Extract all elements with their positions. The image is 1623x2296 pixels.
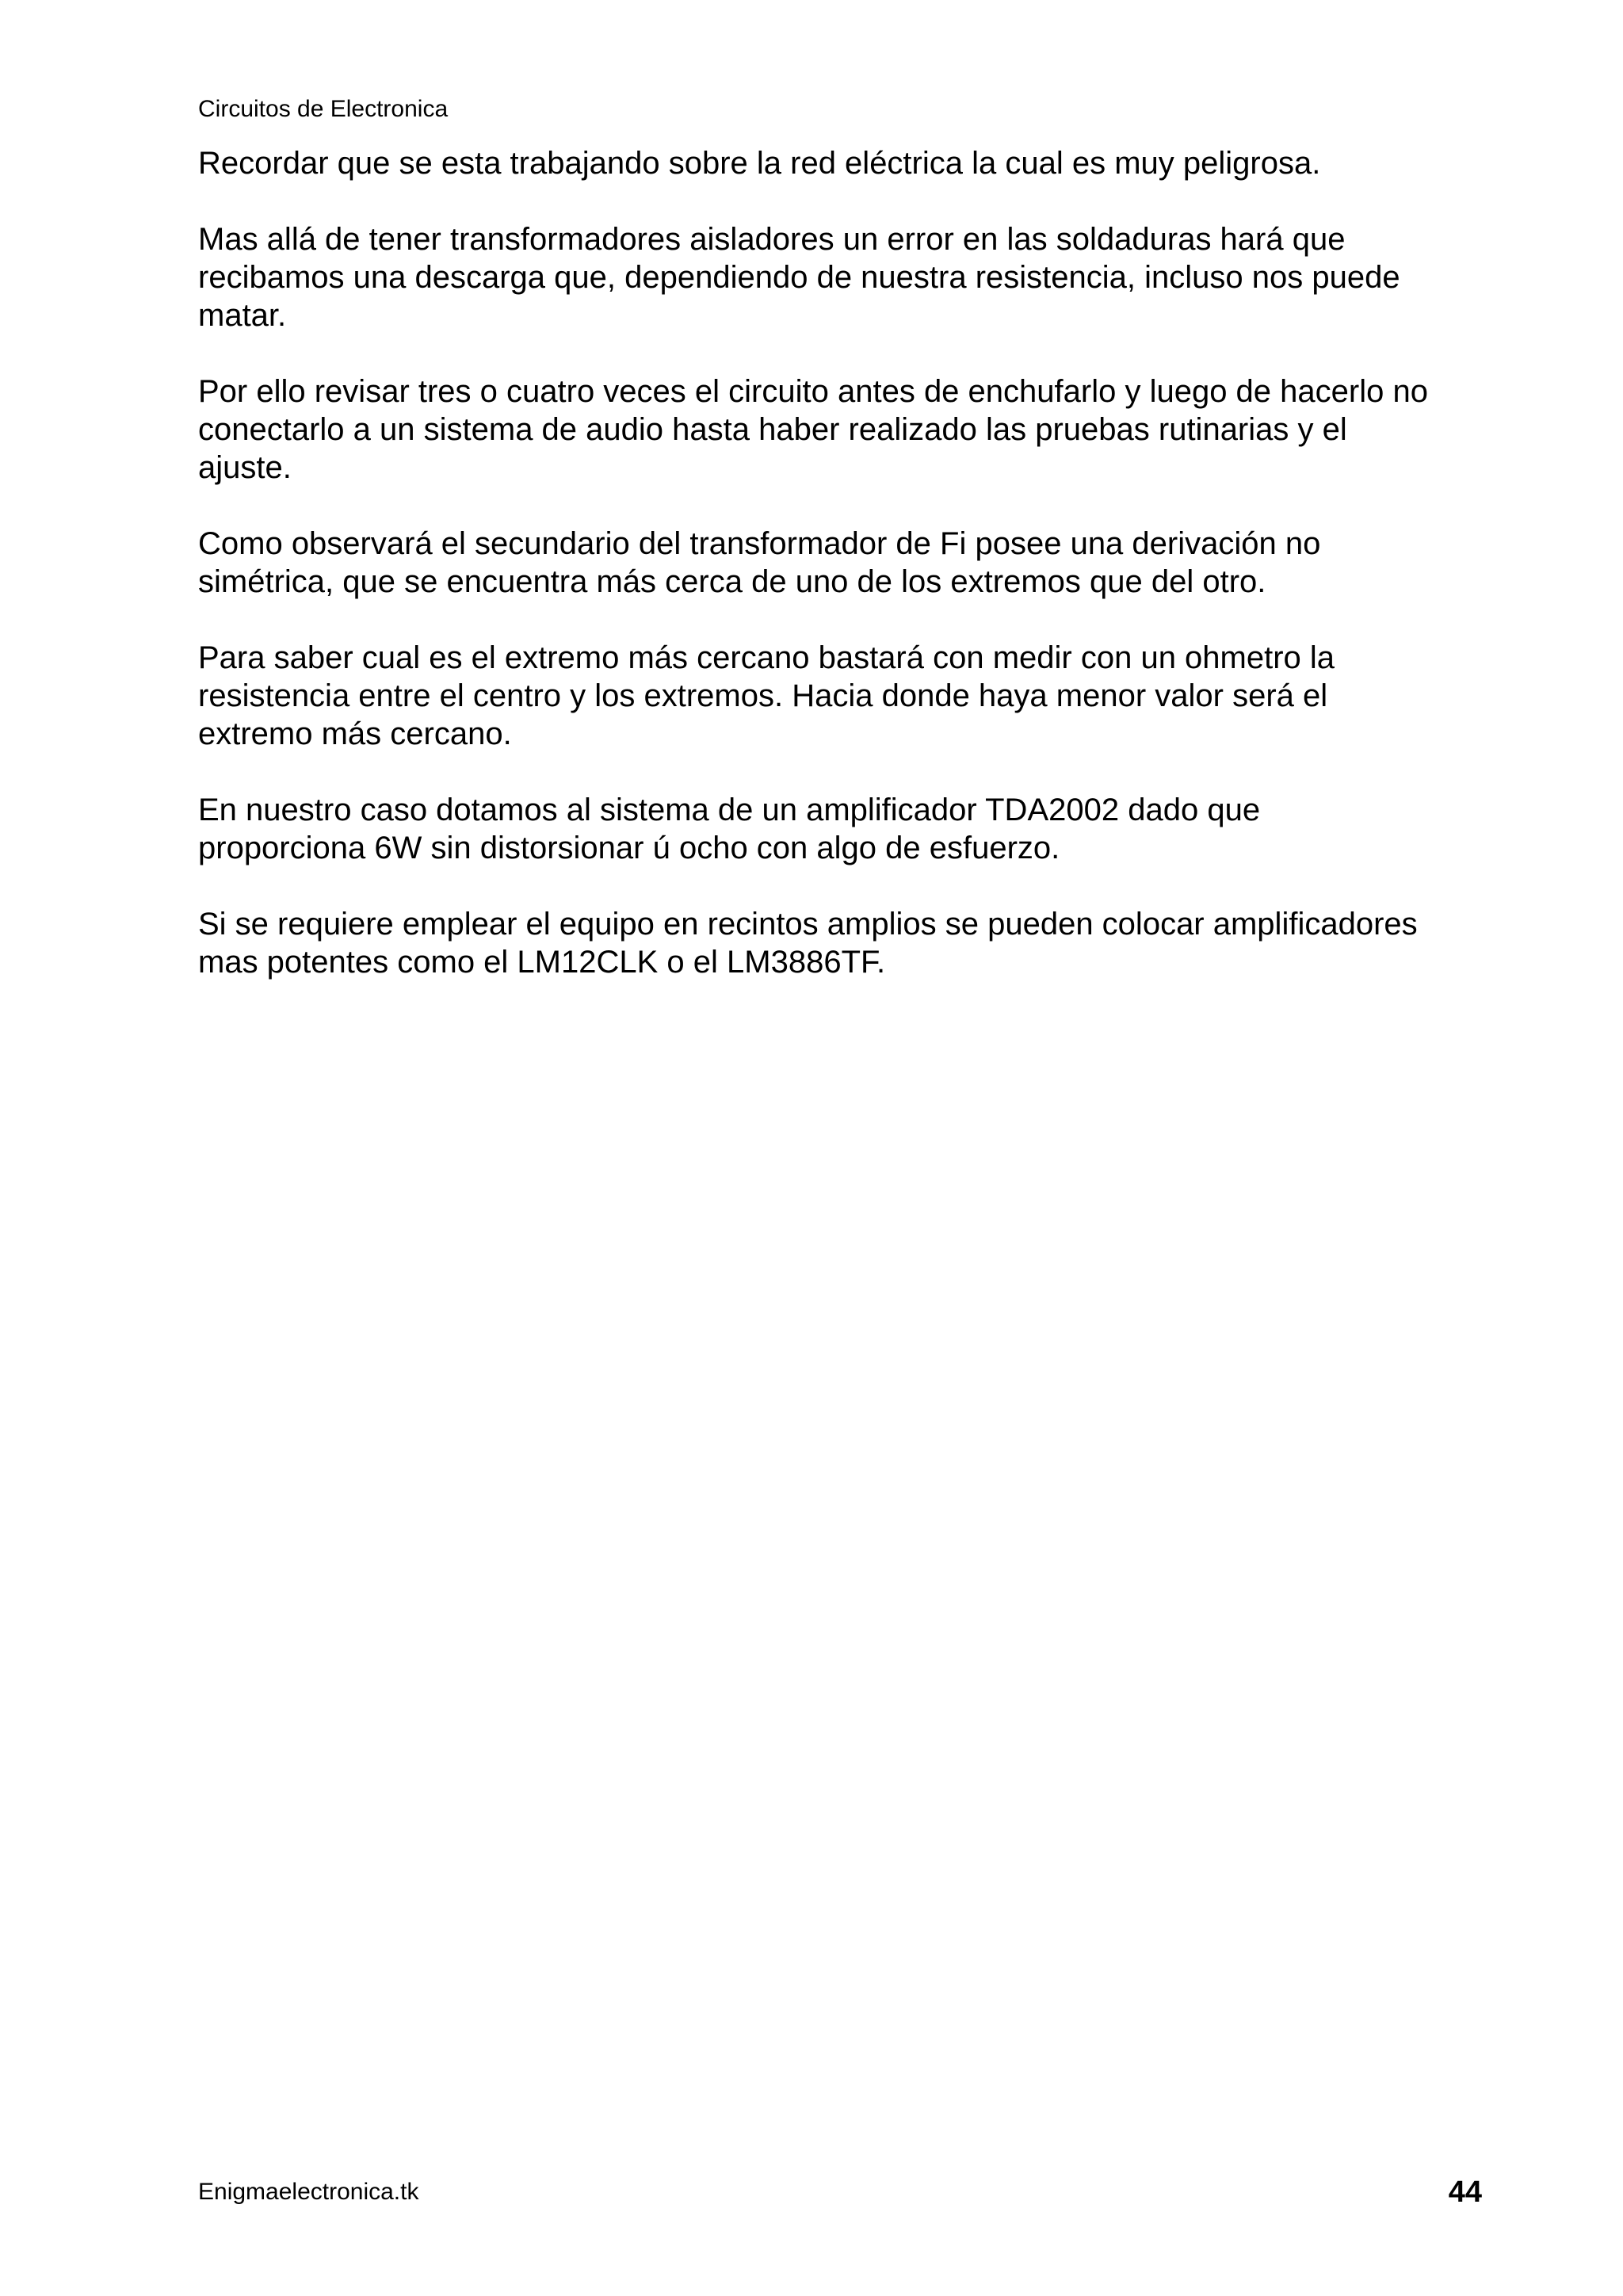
page-number: 44	[1448, 2176, 1482, 2209]
text-line: recibamos una descarga que, dependiendo de nuestra resistencia, incluso nos puede	[198, 260, 1400, 295]
paragraph	[198, 144, 1498, 182]
text-line: En nuestro caso dotamos al sistema de un amplificador TDA2002 dado que	[198, 793, 1261, 827]
text-line: conectarlo a un sistema de audio hasta haber realizado las pruebas rutinarias y el	[198, 412, 1347, 447]
text-line: Por ello revisar tres o cuatro veces el circuito antes de enchufarlo y luego de hacerlo no	[198, 374, 1428, 409]
text-line: proporciona 6W sin distorsionar ú ocho con algo de esfuerzo.	[198, 831, 1060, 865]
text-line: Si se requiere emplear el equipo en recintos amplios se pueden colocar amplificadores	[198, 907, 1418, 942]
body-text	[198, 144, 1498, 1019]
text-line: Mas allá de tener transformadores aisladores un error en las soldaduras hará que	[198, 222, 1346, 257]
text-line: Recordar que se esta trabajando sobre la red eléctrica la cual es muy peligrosa.	[198, 146, 1321, 181]
footer-site-link[interactable]: Enigmaelectronica.tk	[198, 2179, 419, 2205]
paragraph	[198, 639, 1498, 753]
paragraph	[198, 791, 1498, 867]
text-line: Para saber cual es el extremo más cercano bastará con medir con un ohmetro la	[198, 640, 1335, 675]
text-line: matar.	[198, 298, 287, 333]
text-line: mas potentes como el LM12CLK o el LM3886TF.	[198, 945, 886, 980]
text-line: resistencia entre el centro y los extremos. Hacia donde haya menor valor será el	[198, 678, 1328, 713]
paragraph	[198, 525, 1498, 601]
running-header: Circuitos de Electronica	[198, 96, 449, 122]
paragraph	[198, 372, 1498, 487]
paragraph	[198, 905, 1498, 981]
text-line: simétrica, que se encuentra más cerca de uno de los extremos que del otro.	[198, 564, 1266, 599]
paragraph	[198, 220, 1498, 334]
text-line: ajuste.	[198, 450, 292, 485]
text-line: Como observará el secundario del transformador de Fi posee una derivación no	[198, 526, 1321, 561]
text-line: extremo más cercano.	[198, 716, 512, 751]
